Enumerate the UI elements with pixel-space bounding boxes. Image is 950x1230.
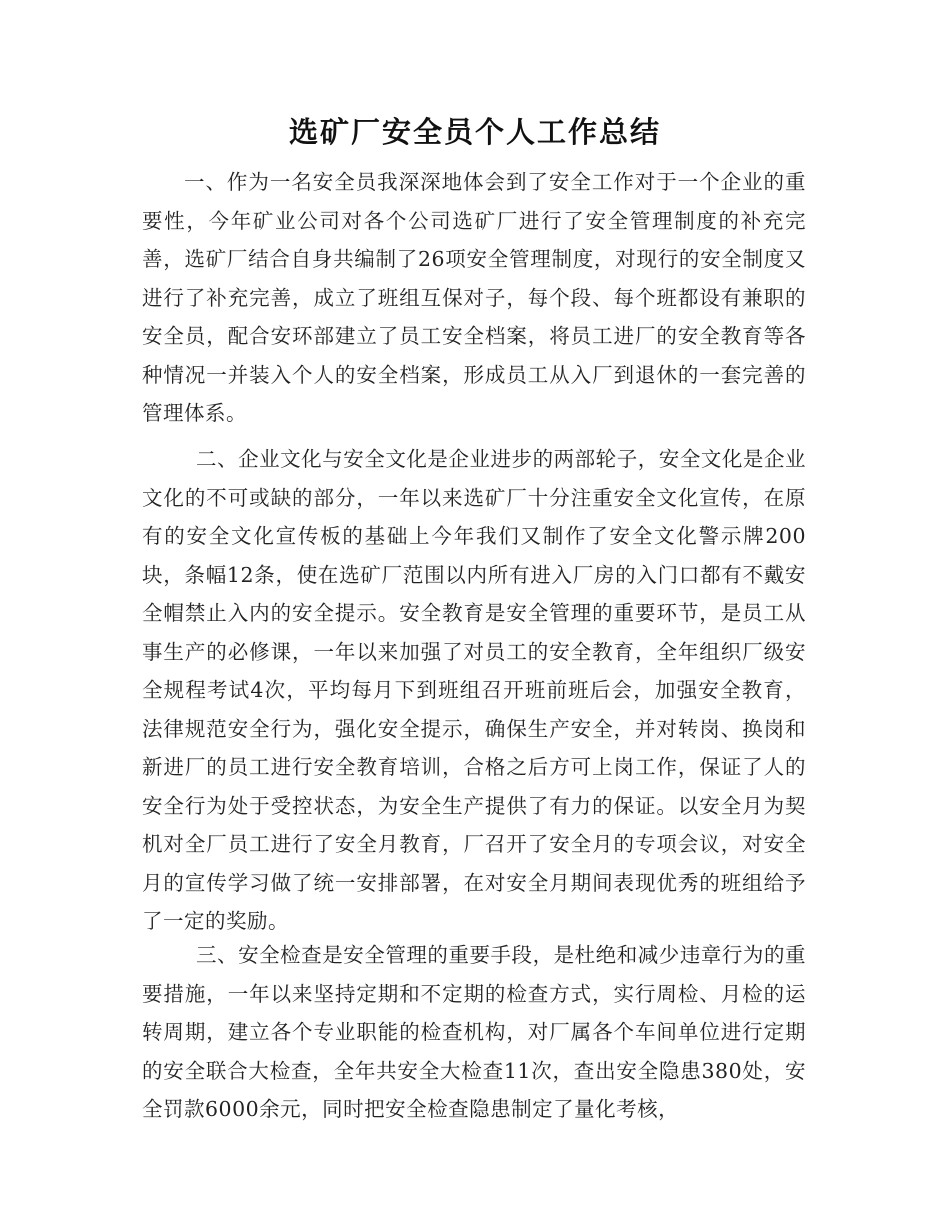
paragraph-3: 三、安全检查是安全管理的重要手段，是杜绝和减少违章行为的重要措施，一年以来坚持定期和不定期的检查方式，实行周检、月检的运转周期，建立各个专业职能的检查机构，对厂属各个车间单位进行定期的安全联合大检查，全年共安全大检查11次，查出安全隐患380处，安全罚款6000余元，同时把安全检查隐患制定了量化考核，: [142, 943, 806, 1121]
paragraph-2: 二、企业文化与安全文化是企业进步的两部轮子，安全文化是企业文化的不可或缺的部分，一年以来选矿厂十分注重安全文化宣传，在原有的安全文化宣传板的基础上今年我们又制作了安全文化警示牌200块，条幅12条，使在选矿厂范围以内所有进入厂房的入门口都有不戴安全帽禁止入内的安全提示。安全教育是安全管理的重要环节，是员工从事生产的必修课，一年以来加强了对员工的安全教育，全年组织厂级安全规程考试4次，平均每月下到班组召开班前班后会，加强安全教育，法律规范安全行为，强化安全提示，确保生产安全，并对转岗、换岗和新进厂的员工进行安全教育培训，合格之后方可上岗工作，保证了人的安全行为处于受控状态，为安全生产提供了有力的保证。以安全月为契机对全厂员工进行了安全月教育，厂召开了安全月的专项会议，对安全月的宣传学习做了统一安排部署，在对安全月期间表现优秀的班组给予了一定的奖励。: [142, 447, 806, 933]
paragraph-1: 一、作为一名安全员我深深地体会到了安全工作对于一个企业的重要性，今年矿业公司对各个公司选矿厂进行了安全管理制度的补充完善，选矿厂结合自身共编制了26项安全管理制度，对现行的安全制度又进行了补充完善，成立了班组互保对子，每个段、每个班都设有兼职的安全员，配合安环部建立了员工安全档案，将员工进厂的安全教育等各种情况一并装入个人的安全档案，形成员工从入厂到退休的一套完善的管理体系。: [142, 170, 806, 425]
document-title: 选矿厂安全员个人工作总结: [288, 115, 661, 149]
